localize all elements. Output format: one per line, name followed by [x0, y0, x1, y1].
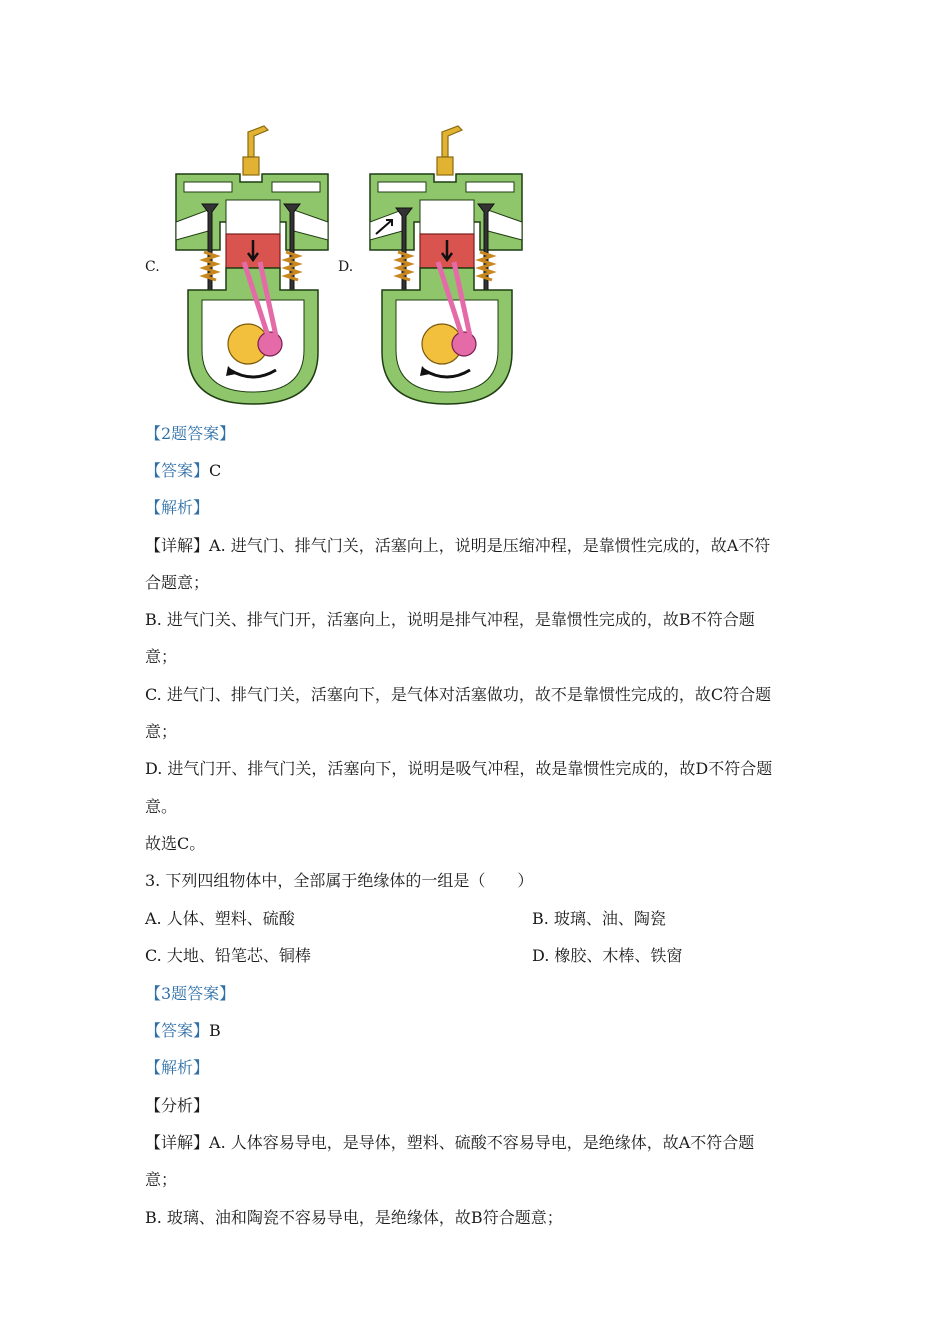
q2-b-line1: B. 进气门关、排气门开，活塞向上，说明是排气冲程，是靠惯性完成的，故B不符合题	[145, 610, 755, 629]
q3-a-line2: 意；	[145, 1170, 178, 1189]
q3-option-b: B. 玻璃、油、陶瓷	[532, 909, 666, 928]
q3-option-c: C. 大地、铅笔芯、铜棒	[145, 946, 311, 965]
detail-tag: 【详解】	[145, 536, 210, 555]
q2-a-text: A. 进气门、排气门关，活塞向上，说明是压缩冲程，是靠惯性完成的，故A不符	[209, 536, 771, 555]
q3-question: 3. 下列四组物体中，全部属于绝缘体的一组是（ ）	[145, 871, 534, 890]
q3-a-text: A. 人体容易导电，是导体，塑料、硫酸不容易导电，是绝缘体，故A不符合题	[209, 1133, 755, 1152]
answer-value: B	[209, 1021, 221, 1040]
q2-analysis-tag: 【解析】	[145, 498, 210, 517]
q2-answer	[145, 461, 221, 481]
q2-c-line1: C. 进气门、排气门关，活塞向下，是气体对活塞做功，故不是靠惯性完成的，故C符合题	[145, 685, 772, 704]
engine-power-stroke-diagram	[168, 122, 338, 407]
figure-d-label: D.	[338, 259, 354, 275]
q2-d-line2: 意。	[145, 797, 178, 816]
answer-tag: 【答案】	[145, 461, 210, 480]
q2-conclusion: 故选C。	[145, 834, 206, 853]
figure-c-label: C.	[145, 259, 160, 275]
q2-b-line2: 意；	[145, 647, 178, 666]
q3-option-d: D. 橡胶、木棒、铁窗	[532, 946, 683, 965]
q2-d-line1: D. 进气门开、排气门关，活塞向下，说明是吸气冲程，故是靠惯性完成的，故D不符合题	[145, 759, 773, 778]
q2-c-line2: 意；	[145, 722, 178, 741]
engine-intake-stroke-diagram	[362, 122, 532, 407]
q2-detail-a	[145, 536, 770, 556]
detail-tag: 【详解】	[145, 1133, 210, 1152]
q3-analysis-tag: 【解析】	[145, 1058, 210, 1077]
q3-answer-header: 【3题答案】	[145, 984, 236, 1003]
q3-option-a: A. 人体、塑料、硫酸	[145, 909, 295, 928]
q3-answer	[145, 1021, 221, 1041]
q2-a-line2: 合题意；	[145, 573, 210, 592]
answer-value: C	[209, 461, 222, 480]
q3-detail-a	[145, 1133, 754, 1153]
q3-b-line1: B. 玻璃、油和陶瓷不容易导电，是绝缘体，故B符合题意；	[145, 1208, 563, 1227]
q2-answer-header: 【2题答案】	[145, 424, 236, 443]
answer-tag: 【答案】	[145, 1021, 210, 1040]
q3-fenxi-tag: 【分析】	[145, 1096, 210, 1115]
